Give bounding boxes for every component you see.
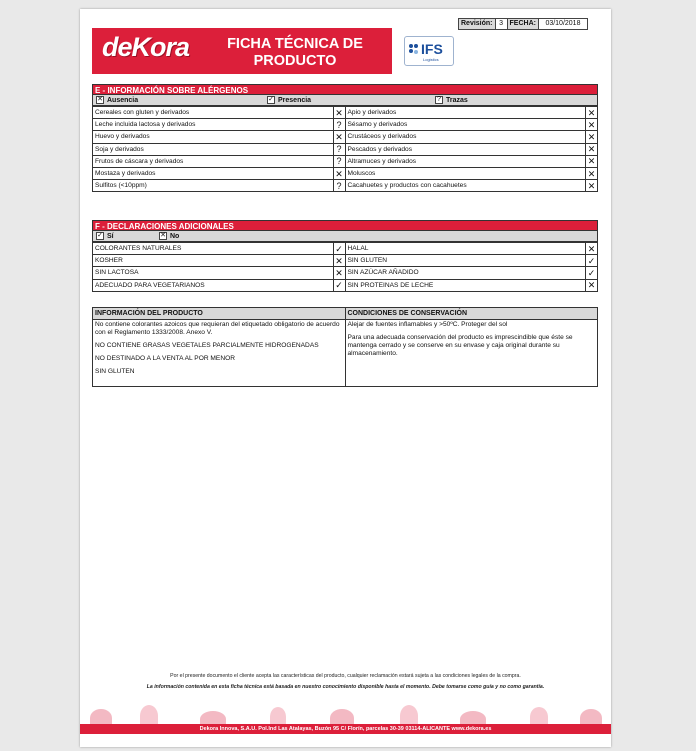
item-label: SIN PROTEINAS DE LECHE xyxy=(345,279,586,291)
item-label: Frutos de cáscara y derivados xyxy=(93,155,334,167)
allergens-legend xyxy=(92,95,598,106)
item-mark: ✕ xyxy=(333,107,345,119)
footer-band xyxy=(80,699,611,745)
header xyxy=(92,18,598,74)
revision-label: Revisión: xyxy=(458,18,496,30)
item-label: Cacahuetes y productos con cacahuetes xyxy=(345,180,586,192)
table-row xyxy=(93,131,598,143)
declarations-title: F - DECLARACIONES ADICIONALES xyxy=(92,220,598,231)
document-title: FICHA TÉCNICA DE PRODUCTO xyxy=(227,36,363,69)
item-mark: ? xyxy=(333,155,345,167)
product-info xyxy=(93,308,345,386)
table-row xyxy=(93,155,598,167)
date-value: 03/10/2018 xyxy=(538,18,588,30)
item-label: ADECUADO PARA VEGETARIANOS xyxy=(93,279,334,291)
declarations-table xyxy=(92,242,598,292)
item-label: Huevo y derivados xyxy=(93,131,334,143)
declarations-section xyxy=(92,220,598,292)
allergens-section xyxy=(92,84,598,192)
item-mark: ✓ xyxy=(586,255,598,267)
product-info-title: INFORMACIÓN DEL PRODUCTO xyxy=(93,308,345,320)
item-label: Cereales con gluten y derivados xyxy=(93,107,334,119)
item-label: KOSHER xyxy=(93,255,334,267)
item-mark: ✕ xyxy=(586,279,598,291)
item-mark: ✕ xyxy=(586,119,598,131)
company-address: Dekora Innova, S.A.U. Pol.Ind Las Atalayas, Buzón 95 C/ Florín, parcelas 30-39 03114-ALICANTE www.dekora.es xyxy=(80,724,611,734)
storage-title: CONDICIONES DE CONSERVACIÓN xyxy=(346,308,598,320)
table-row xyxy=(93,107,598,119)
item-label: Pescados y derivados xyxy=(345,143,586,155)
revision-box xyxy=(458,18,587,30)
legend-absence: ✕ Ausencia xyxy=(97,96,139,104)
allergens-title: E - INFORMACIÓN SOBRE ALÉRGENOS xyxy=(92,84,598,95)
item-label: Crustáceos y derivados xyxy=(345,131,586,143)
item-label: Sulfitos (<10ppm) xyxy=(93,180,334,192)
item-mark: ? xyxy=(333,143,345,155)
item-mark: ✕ xyxy=(586,180,598,192)
legend-yes: ✓ Sí xyxy=(97,232,114,240)
item-mark: ✕ xyxy=(333,255,345,267)
product-info-line: SIN GLUTEN xyxy=(95,368,135,375)
storage-line: Alejar de fuentes inflamables y >50ºC. Proteger del sol xyxy=(347,321,508,328)
allergens-table xyxy=(92,106,598,192)
item-label: Sésamo y derivados xyxy=(345,119,586,131)
product-info-line: NO DESTINADO A LA VENTA AL POR MENOR xyxy=(95,355,235,362)
product-info-line: NO CONTIENE GRASAS VEGETALES PARCIALMENTE HIDROGENADAS xyxy=(95,342,319,349)
ifs-dots-icon xyxy=(409,44,419,56)
ifs-logo: IFS Logistics xyxy=(404,36,454,66)
item-mark: ? xyxy=(333,119,345,131)
legal-notice: Por el presente documento el cliente acepta las características del producto, cualquier reclamación estará sujeta a las condiciones legales de la compra. xyxy=(170,673,521,679)
item-mark: ✕ xyxy=(586,167,598,179)
item-mark: ✕ xyxy=(586,131,598,143)
item-mark: ✕ xyxy=(586,243,598,255)
storage-line: Para una adecuada conservación del producto es imprescindible que éste se mantenga cerrado y se conserve en su envase y caja original durante su almacenamiento. xyxy=(347,334,573,357)
legend-no: ✕ No xyxy=(160,232,180,240)
table-row xyxy=(93,279,598,291)
item-mark: ? xyxy=(333,180,345,192)
legend-traces: ? Trazas xyxy=(435,96,468,104)
table-row xyxy=(93,143,598,155)
table-row xyxy=(93,255,598,267)
item-label: SIN LACTOSA xyxy=(93,267,334,279)
item-mark: ✕ xyxy=(586,143,598,155)
item-label: Leche incluida lactosa y derivados xyxy=(93,119,334,131)
item-label: HALAL xyxy=(345,243,586,255)
table-row xyxy=(93,167,598,179)
item-label: Soja y derivados xyxy=(93,143,334,155)
item-mark: ✕ xyxy=(586,155,598,167)
item-mark: ✕ xyxy=(333,167,345,179)
table-row xyxy=(93,267,598,279)
info-section xyxy=(92,307,598,387)
revision-value: 3 xyxy=(495,18,508,30)
product-info-line: No contiene colorantes azoicos que requieran del etiquetado obligatorio de acuerdo con el Reglamento 1333/2008. Anexo V. xyxy=(95,321,340,336)
dekora-logo: deKora xyxy=(102,32,190,62)
item-mark: ✕ xyxy=(586,107,598,119)
item-label: Moluscos xyxy=(345,167,586,179)
document-page xyxy=(80,9,611,747)
table-row xyxy=(93,243,598,255)
storage-conditions xyxy=(345,308,598,386)
item-mark: ✕ xyxy=(333,267,345,279)
item-label: COLORANTES NATURALES xyxy=(93,243,334,255)
item-label: Altramuces y derivados xyxy=(345,155,586,167)
declarations-legend xyxy=(92,231,598,242)
item-label: SIN AZÚCAR AÑADIDO xyxy=(345,267,586,279)
legend-presence: ✓ Presencia xyxy=(268,96,312,104)
item-label: Apio y derivados xyxy=(345,107,586,119)
item-mark: ✓ xyxy=(333,279,345,291)
item-label: SIN GLUTEN xyxy=(345,255,586,267)
table-row xyxy=(93,180,598,192)
item-mark: ✕ xyxy=(333,131,345,143)
item-mark: ✓ xyxy=(333,243,345,255)
disclaimer: La información contenida en esta ficha técnica está basada en nuestro conocimiento disponible hasta el momento. Debe tomarse como guía y no como garantía. xyxy=(146,684,545,690)
item-mark: ✓ xyxy=(586,267,598,279)
table-row xyxy=(93,119,598,131)
item-label: Mostaza y derivados xyxy=(93,167,334,179)
date-label: FECHA: xyxy=(507,18,539,30)
